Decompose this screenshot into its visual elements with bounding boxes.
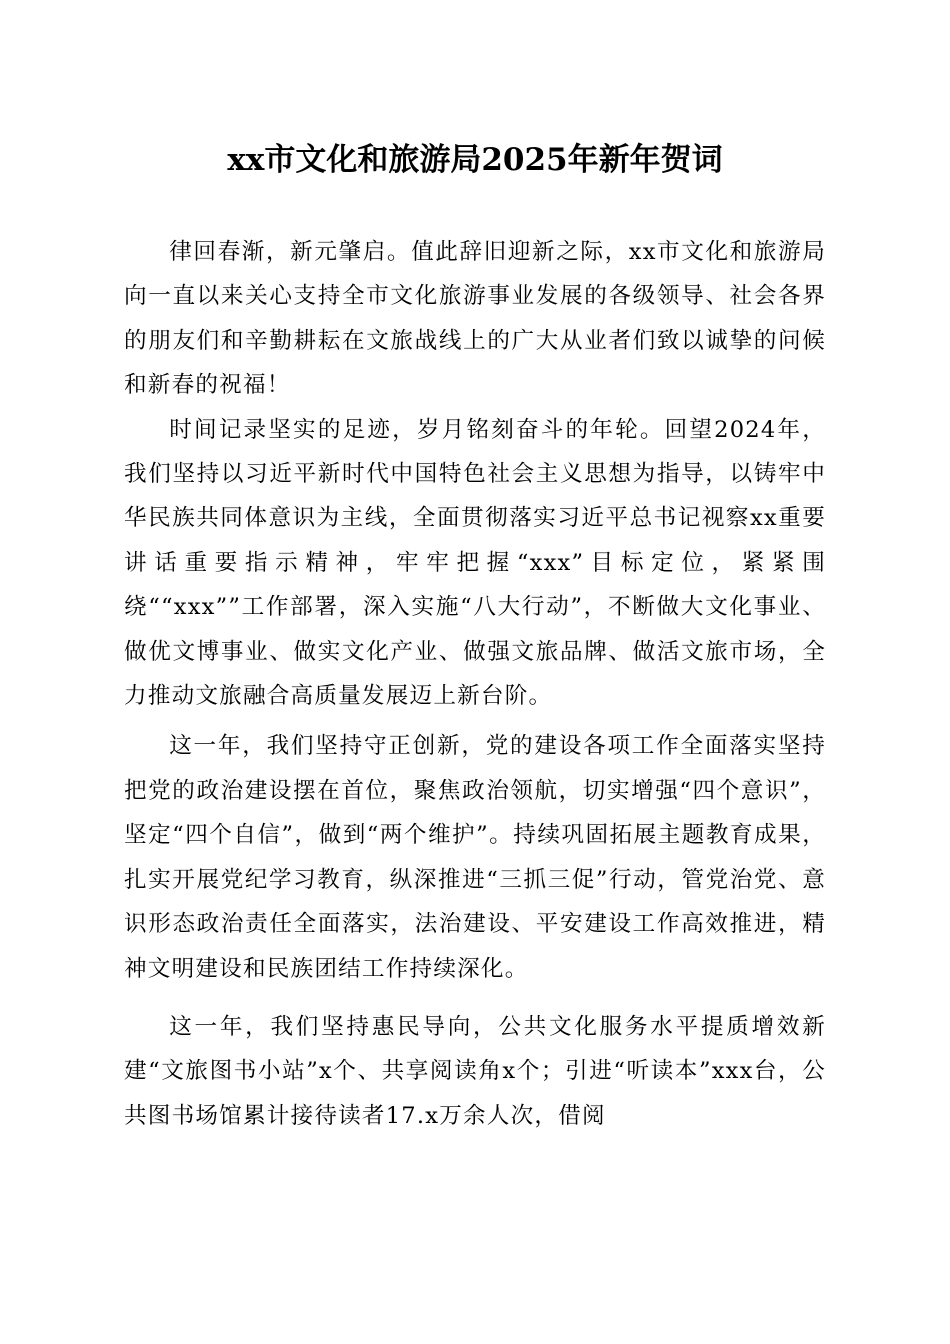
paragraph-public-service: 这一年，我们坚持惠民导向，公共文化服务水平提质增效新建“文旅图书小站”x个、共享阅读角x个；引进“听读本”xxx台，公共图书场馆累计接待读者17.x万余人次，借阅 (124, 1013, 826, 1129)
document-body (124, 230, 826, 1138)
paragraph-greeting: 律回春渐，新元肇启。值此辞旧迎新之际，xx市文化和旅游局向一直以来关心支持全市文化旅游事业发展的各级领导、社会各界的朋友们和辛勤耕耘在文旅战线上的广大从业者们致以诚挚的问候和新春的祝福！ (124, 239, 826, 399)
document-title: xx市文化和旅游局2025年新年贺词 (227, 142, 723, 178)
paragraph-review-2024: 时间记录坚实的足迹，岁月铭刻奋斗的年轮。回望2024年，我们坚持以习近平新时代中国特色社会主义思想为指导，以铸牢中华民族共同体意识为主线，全面贯彻落实习近平总书记视察xx重要讲话重要指示精神，牢牢把握“xxx”目标定位，紧紧围绕““xxx””工作部署，深入实施“八大行动”，不断做大文化事业、做优文博事业、做实文化产业、做强文旅品牌、做活文旅市场，全力推动文旅融合高质量发展迈上新台阶。 (124, 416, 826, 710)
paragraph-party-building: 这一年，我们坚持守正创新，党的建设各项工作全面落实坚持把党的政治建设摆在首位，聚焦政治领航，切实增强“四个意识”，坚定“四个自信”，做到“两个维护”。持续巩固拓展主题教育成果，扎实开展党纪学习教育，纵深推进“三抓三促”行动，管党治党、意识形态政治责任全面落实，法治建设、平安建设工作高效推进，精神文明建设和民族团结工作持续深化。 (124, 733, 826, 982)
